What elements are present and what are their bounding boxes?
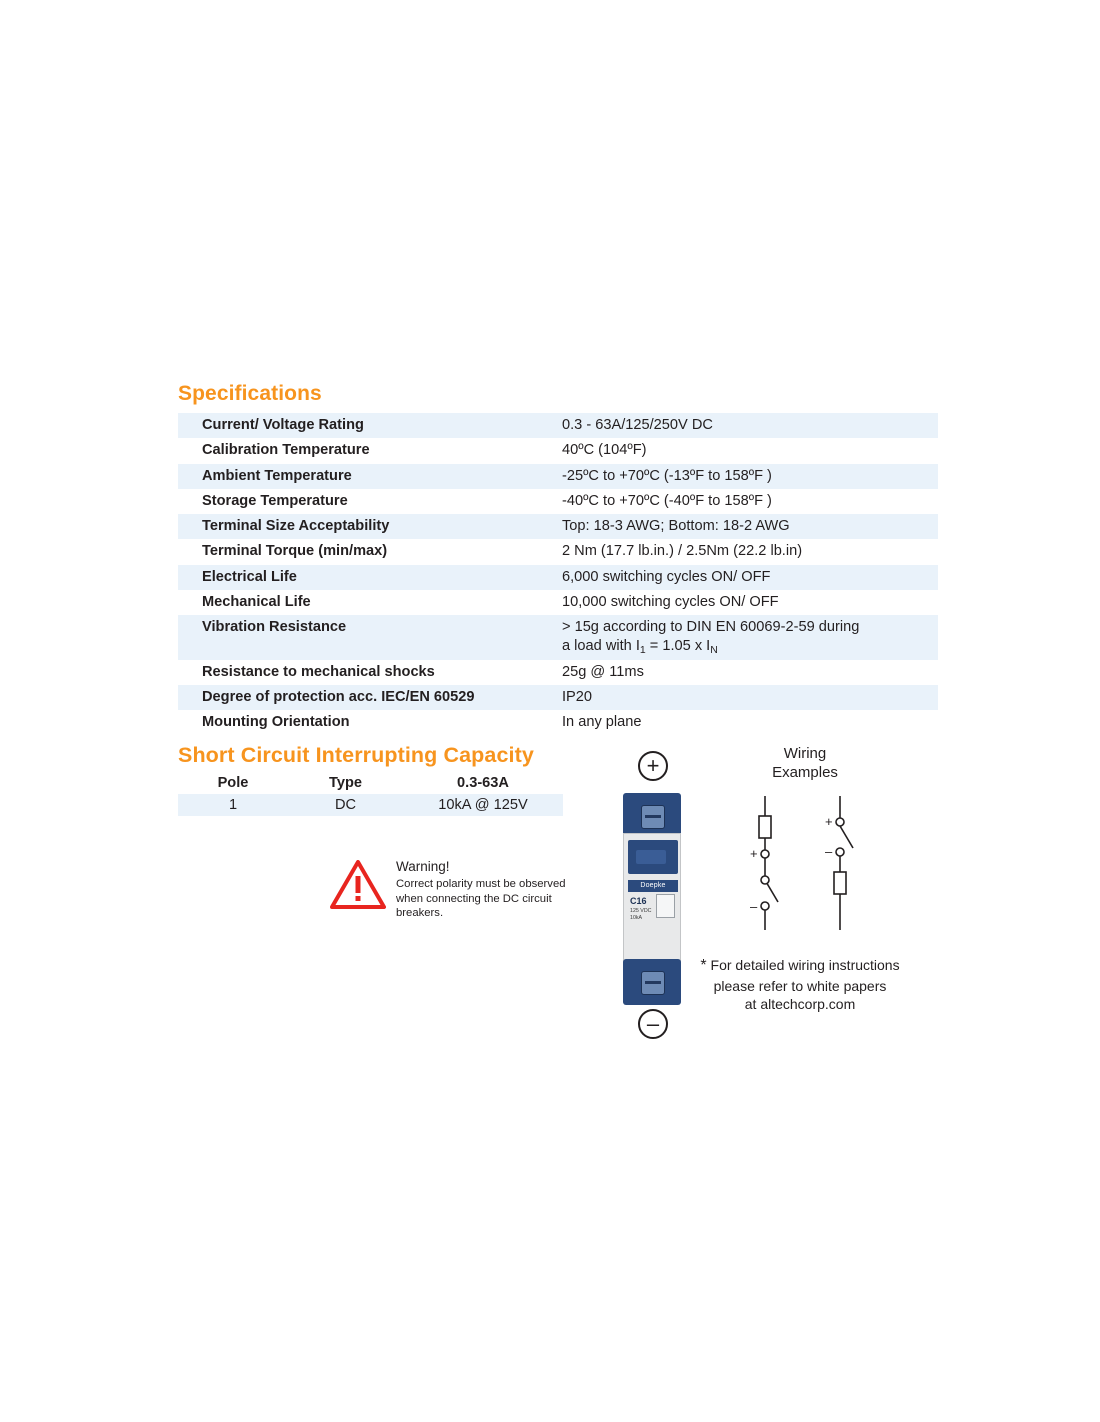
specifications-title: Specifications bbox=[178, 382, 322, 405]
breaker-marking-box bbox=[656, 894, 675, 918]
spec-label: Current/ Voltage Rating bbox=[178, 413, 557, 438]
table-row bbox=[178, 685, 938, 710]
table-row bbox=[178, 413, 938, 438]
right-plus-label: + bbox=[825, 814, 833, 830]
table-row bbox=[178, 514, 938, 539]
breaker-image bbox=[623, 793, 681, 1005]
specifications-table bbox=[178, 413, 938, 735]
spec-label: Mounting Orientation bbox=[202, 714, 350, 730]
warning-line-2: when connecting the DC circuit breakers. bbox=[396, 892, 552, 920]
breaker-brand-label: Doepke bbox=[628, 880, 678, 892]
wiring-diagram bbox=[720, 794, 890, 934]
spec-label: Resistance to mechanical shocks bbox=[202, 663, 435, 680]
table-row bbox=[178, 710, 938, 735]
table-row bbox=[178, 660, 938, 685]
warning-text bbox=[396, 858, 575, 921]
wiring-note bbox=[675, 955, 925, 1014]
minus-polarity-icon: – bbox=[638, 1009, 668, 1039]
spec-label: Ambient Temperature bbox=[178, 464, 557, 489]
wiring-title-line1: Wiring bbox=[783, 745, 827, 762]
right-minus-label: – bbox=[825, 844, 833, 860]
wiring-note-line-2: please refer to white papers bbox=[713, 977, 887, 994]
spec-label: Electrical Life bbox=[178, 565, 557, 590]
spec-value: 6,000 switching cycles ON/ OFF bbox=[557, 565, 938, 590]
warning-triangle-icon bbox=[330, 860, 386, 910]
spec-value: 2 Nm (17.7 lb.in.) / 2.5Nm (22.2 lb.in) bbox=[562, 543, 803, 560]
table-row bbox=[178, 590, 938, 615]
breaker-lever bbox=[628, 840, 678, 874]
cell-rating: 10kA @ 125V bbox=[403, 794, 563, 816]
spec-label: Storage Temperature bbox=[202, 492, 348, 509]
vibration-line2: a load with $I_1 = 1.05$ x $I_N$ bbox=[562, 638, 718, 657]
left-plus-label: + bbox=[750, 846, 758, 862]
cell-type: DC bbox=[288, 794, 403, 816]
specifications-section bbox=[178, 382, 938, 735]
column-header-pole: Pole bbox=[178, 772, 288, 794]
short-circuit-table bbox=[178, 772, 563, 816]
table-row bbox=[178, 539, 938, 564]
spec-value: 10,000 switching cycles ON/ OFF bbox=[562, 593, 779, 610]
table-header-row bbox=[178, 772, 563, 794]
plus-polarity-icon: + bbox=[638, 751, 668, 781]
spec-value: Top: 18-3 AWG; Bottom: 18-2 AWG bbox=[557, 514, 938, 539]
spec-value: IP20 bbox=[557, 685, 938, 710]
wiring-note-line-1: * For detailed wiring instructions bbox=[700, 957, 900, 974]
breaker-sublabel: 125 VDC 10kA bbox=[630, 908, 652, 922]
table-row bbox=[178, 489, 938, 514]
warning-title: Warning! bbox=[396, 859, 450, 874]
spec-value: 25g @ 11ms bbox=[562, 663, 644, 680]
wiring-note-line-3: at altechcorp.com bbox=[744, 996, 856, 1013]
spec-label: Terminal Torque (min/max) bbox=[202, 543, 388, 560]
wiring-examples-section bbox=[690, 744, 920, 934]
warning-line-1: Correct polarity must be observed bbox=[396, 878, 566, 891]
spec-value-vibration bbox=[557, 615, 938, 660]
cell-pole: 1 bbox=[178, 794, 288, 816]
spec-label: Degree of protection acc. IEC/EN 60529 bbox=[178, 685, 557, 710]
spec-label: Terminal Size Acceptability bbox=[178, 514, 557, 539]
column-header-rating: 0.3-63A bbox=[403, 772, 563, 794]
wiring-title-line2: Examples bbox=[772, 764, 838, 782]
table-row bbox=[178, 565, 938, 590]
table-row bbox=[178, 464, 938, 489]
spec-value: -40ºC to +70ºC (-40ºF to 158ºF ) bbox=[562, 492, 772, 509]
spec-value: In any plane bbox=[562, 714, 642, 730]
breaker-bottom-terminal bbox=[623, 959, 681, 1005]
warning-block bbox=[330, 858, 575, 921]
spec-value: -25ºC to +70ºC (-13ºF to 158ºF ) bbox=[557, 464, 938, 489]
spec-value: 40ºC (104ºF) bbox=[562, 442, 647, 459]
short-circuit-title: Short Circuit Interrupting Capacity bbox=[178, 743, 534, 767]
breaker-rating-label: C16 bbox=[630, 896, 647, 906]
table-row bbox=[178, 615, 938, 660]
vibration-line1: > 15g according to DIN EN 60069-2-59 during bbox=[562, 619, 860, 635]
table-row bbox=[178, 794, 563, 816]
spec-label: Mechanical Life bbox=[202, 593, 311, 610]
left-minus-label: – bbox=[750, 899, 758, 915]
spec-value: 0.3 - 63A/125/250V DC bbox=[557, 413, 938, 438]
short-circuit-section bbox=[178, 743, 563, 816]
wiring-title bbox=[690, 744, 920, 782]
note-asterisk: * bbox=[700, 957, 707, 974]
screw-icon bbox=[641, 971, 665, 995]
screw-icon bbox=[641, 805, 665, 829]
spec-label: Vibration Resistance bbox=[178, 615, 557, 660]
breaker-housing bbox=[623, 833, 681, 965]
spec-label: Calibration Temperature bbox=[202, 442, 370, 459]
column-header-type: Type bbox=[288, 772, 403, 794]
table-row bbox=[178, 438, 938, 463]
